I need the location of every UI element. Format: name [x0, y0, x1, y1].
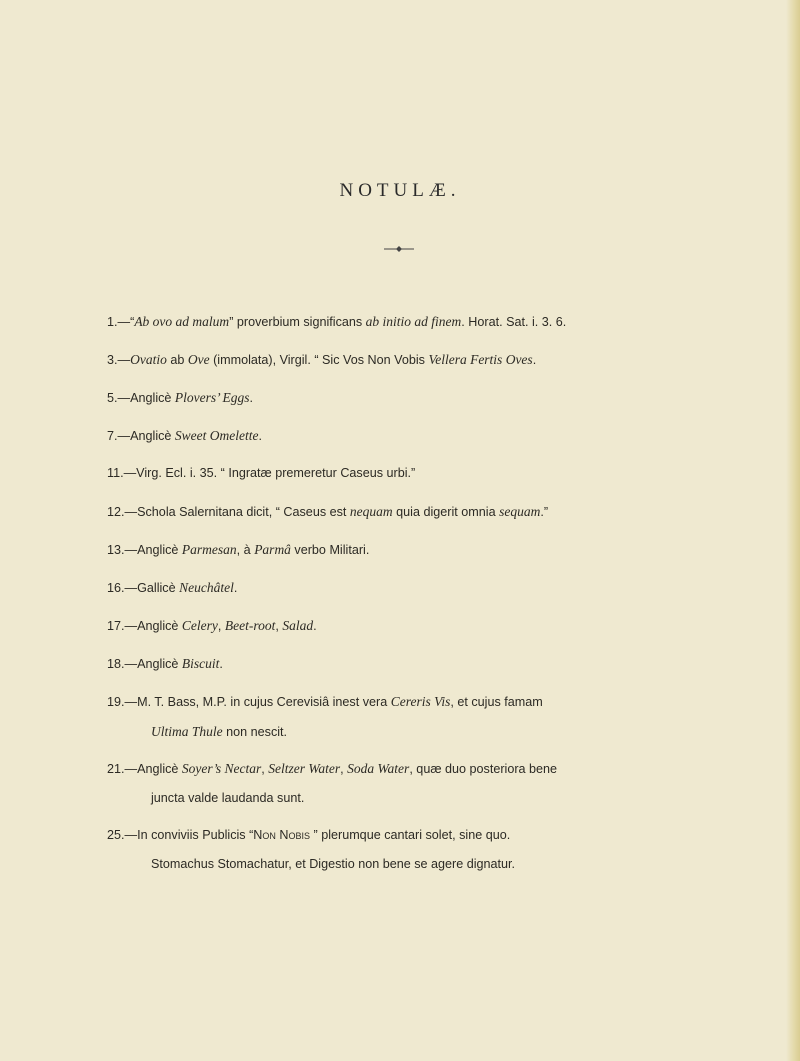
note-number: 21.: [107, 762, 125, 776]
note-12: 12.—Schola Salernitana dicit, “ Caseus est nequam quia digerit omnia sequam.”: [107, 504, 549, 519]
note-number: 12.: [107, 505, 125, 519]
note-19: 19.—M. T. Bass, M.P. in cujus Cerevisiâ inest vera Cereris Vis, et cujus famam Ultima Thule non nescit.: [107, 692, 722, 742]
note-17: 17.—Anglicè Celery, Beet-root, Salad.: [107, 618, 317, 633]
note-number: 1.: [107, 315, 118, 329]
note-number: 7.: [107, 429, 118, 443]
note-number: 3.: [107, 353, 118, 367]
page-title: NOTULÆ.: [339, 180, 461, 201]
note-number: 19.: [107, 695, 125, 709]
note-number: 13.: [107, 543, 125, 557]
note-11: 11.—Virg. Ecl. i. 35. “ Ingratæ premeretur Caseus urbi.”: [107, 466, 416, 480]
note-number: 11.: [107, 466, 124, 480]
note-number: 18.: [107, 657, 125, 671]
note-1: 1.—“Ab ovo ad malum” proverbium significans ab initio ad finem. Horat. Sat. i. 3. 6.: [107, 314, 567, 329]
note-13: 13.—Anglicè Parmesan, à Parmâ verbo Militari.: [107, 542, 370, 557]
note-number: 17.: [107, 619, 125, 633]
note-3: 3.—Ovatio ab Ove (immolata), Virgil. “ Sic Vos Non Vobis Vellera Fertis Oves.: [107, 352, 537, 367]
note-7: 7.—Anglicè Sweet Omelette.: [107, 428, 263, 443]
note-number: 25.: [107, 828, 125, 842]
note-number: 5.: [107, 391, 118, 405]
note-25: 25.—In conviviis Publicis “Non Nobis ” plerumque cantari solet, sine quo. Stomachus Stomachatur, et Digestio non bene se agere dignatur.: [107, 826, 722, 874]
note-18: 18.—Anglicè Biscuit.: [107, 656, 223, 671]
ornamental-rule-icon: [384, 244, 414, 254]
note-21: 21.—Anglicè Soyer’s Nectar, Seltzer Water, Soda Water, quæ duo posteriora bene juncta valde laudanda sunt.: [107, 759, 722, 808]
note-continuation: Ultima Thule non nescit.: [151, 724, 288, 739]
note-continuation: Stomachus Stomachatur, et Digestio non bene se agere dignatur.: [151, 857, 516, 871]
note-number: 16.: [107, 581, 125, 595]
note-5: 5.—Anglicè Plovers’ Eggs.: [107, 390, 254, 405]
note-16: 16.—Gallicè Neuchâtel.: [107, 580, 238, 595]
page-edge: [786, 0, 800, 1061]
note-continuation: juncta valde laudanda sunt.: [151, 791, 305, 805]
